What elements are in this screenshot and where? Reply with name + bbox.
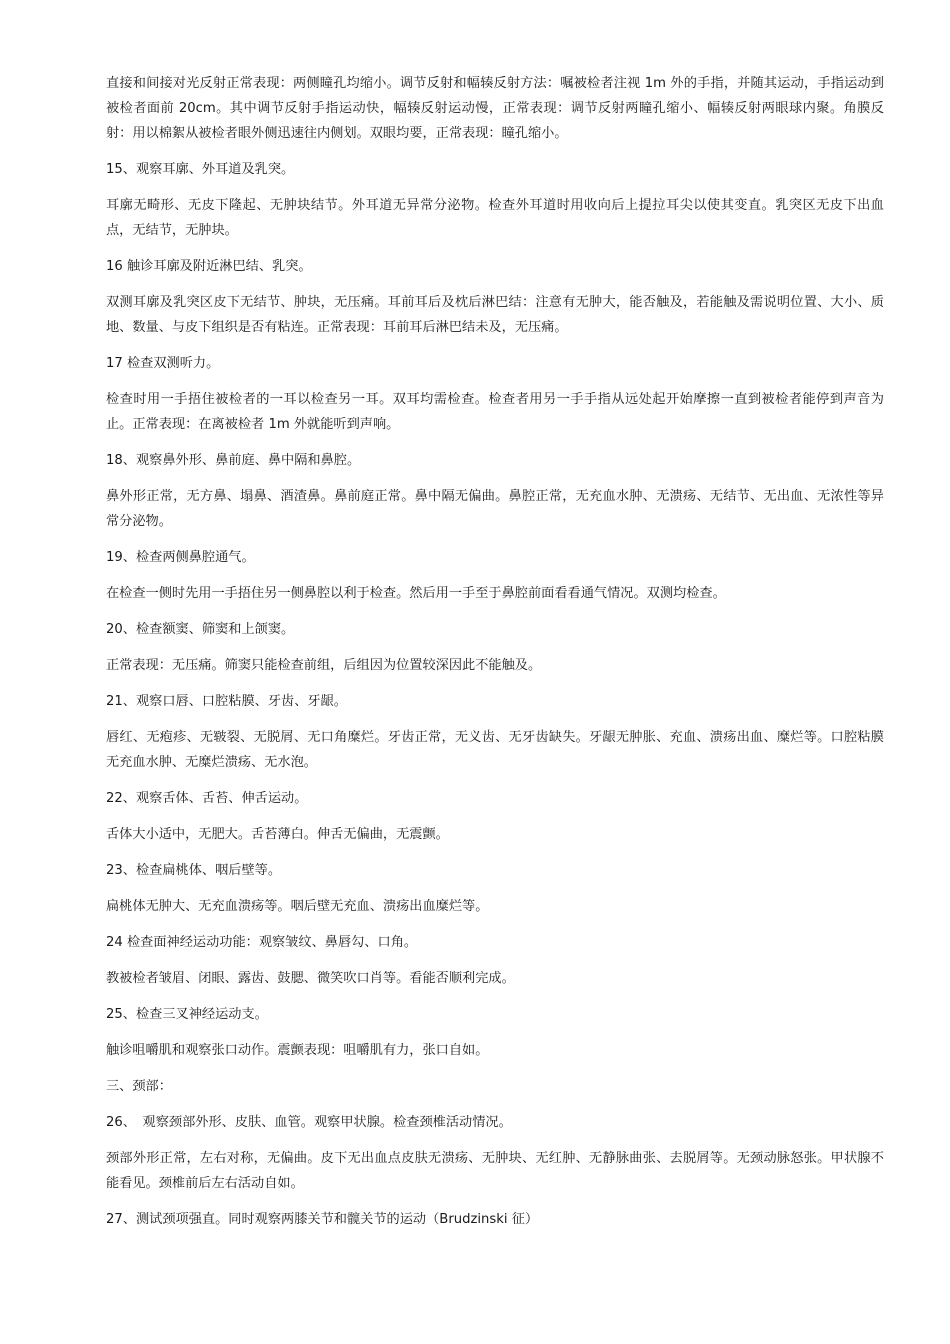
item-21-text: 唇红、无疱疹、无皲裂、无脱屑、无口角糜烂。牙齿正常，无义齿、无牙齿缺失。牙龈无肿胀、充血、溃疡出血、糜烂等。口腔粘膜无充血水肿、无糜烂溃疡、无水泡。 <box>106 730 884 770</box>
item-21-heading: 21、观察口唇、口腔粘膜、牙齿、牙龈。 <box>106 694 347 709</box>
item-15-heading: 15、观察耳廓、外耳道及乳突。 <box>106 162 295 177</box>
item-24-text: 教被检者皱眉、闭眼、露齿、鼓腮、微笑吹口肖等。看能否顺利完成。 <box>106 971 515 986</box>
item-24-heading: 24 检查面神经运动功能：观察皱纹、鼻唇勾、口角。 <box>106 935 418 950</box>
item-26-heading: 26、 观察颈部外形、皮肤、血管。观察甲状腺。检查颈椎活动情况。 <box>106 1115 512 1130</box>
item-18-heading: 18、观察鼻外形、鼻前庭、鼻中隔和鼻腔。 <box>106 453 361 468</box>
item-20-heading: 20、检查额窦、筛窦和上颌窦。 <box>106 622 295 637</box>
item-19-heading: 19、检查两侧鼻腔通气。 <box>106 550 255 565</box>
item-23-heading: 23、检查扁桃体、咽后壁等。 <box>106 863 282 878</box>
item-20-text: 正常表现：无压痛。筛窦只能检查前组，后组因为位置较深因此不能触及。 <box>106 658 542 673</box>
item-15-text: 耳廓无畸形、无皮下隆起、无肿块结节。外耳道无异常分泌物。检查外耳道时用收向后上提拉耳尖以使其变直。乳突区无皮下出血点，无结节，无肿块。 <box>106 198 884 238</box>
item-16-text: 双测耳廓及乳突区皮下无结节、肿块，无压痛。耳前耳后及枕后淋巴结：注意有无肿大，能否触及，若能触及需说明位置、大小、质地、数量、与皮下组织是否有粘连。正常表现：耳前耳后淋巴结未及，无压痛。 <box>106 295 884 335</box>
item-25-text: 触诊咀嚼肌和观察张口动作。震颤表现：咀嚼肌有力，张口自如。 <box>106 1043 489 1058</box>
item-26-text: 颈部外形正常，左右对称，无偏曲。皮下无出血点皮肤无溃疡、无肿块、无红肿、无静脉曲张、去脱屑等。无颈动脉怒张。甲状腺不能看见。颈椎前后左右活动自如。 <box>106 1151 884 1191</box>
item-23-text: 扁桃体无肿大、无充血溃疡等。咽后壁无充血、溃疡出血糜烂等。 <box>106 899 489 914</box>
document-body <box>106 71 884 1243</box>
section-neck-heading: 三、颈部： <box>106 1079 172 1094</box>
item-22-heading: 22、观察舌体、舌苔、伸舌运动。 <box>106 791 308 806</box>
item-22-text: 舌体大小适中，无肥大。舌苔薄白。伸舌无偏曲，无震颤。 <box>106 827 449 842</box>
item-17-text: 检查时用一手捂住被检者的一耳以检查另一耳。双耳均需检查。检查者用另一手手指从远处起开始摩擦一直到被检者能停到声音为止。正常表现：在离被检者 1m 外就能听到声响。 <box>106 392 884 432</box>
item-19-text: 在检查一侧时先用一手捂住另一侧鼻腔以利于检查。然后用一手至于鼻腔前面看看通气情况。双测均检查。 <box>106 586 726 601</box>
item-17-heading: 17 检查双测听力。 <box>106 356 220 371</box>
item-27-heading: 27、测试颈项强直。同时观察两膝关节和髋关节的运动（Brudzinski 征） <box>106 1212 539 1227</box>
item-18-text: 鼻外形正常，无方鼻、塌鼻、酒渣鼻。鼻前庭正常。鼻中隔无偏曲。鼻腔正常，无充血水肿、无溃疡、无结节、无出血、无浓性等异常分泌物。 <box>106 489 884 529</box>
item-16-heading: 16 触诊耳廓及附近淋巴结、乳突。 <box>106 259 312 274</box>
paragraph-light-reflex: 直接和间接对光反射正常表现：两侧瞳孔均缩小。调节反射和幅辏反射方法：嘱被检者注视 1m 外的手指，并随其运动，手指运动到被检者面前 20cm。其中调节反射手指运动快，幅辏反射运动慢，正常表现：调节反射两瞳孔缩小、幅辏反射两眼球内聚。角膜反射：用以棉絮从被检者眼外侧迅速往内侧划。双眼均要，正常表现：瞳孔缩小。 <box>106 76 884 141</box>
item-25-heading: 25、检查三叉神经运动支。 <box>106 1007 268 1022</box>
